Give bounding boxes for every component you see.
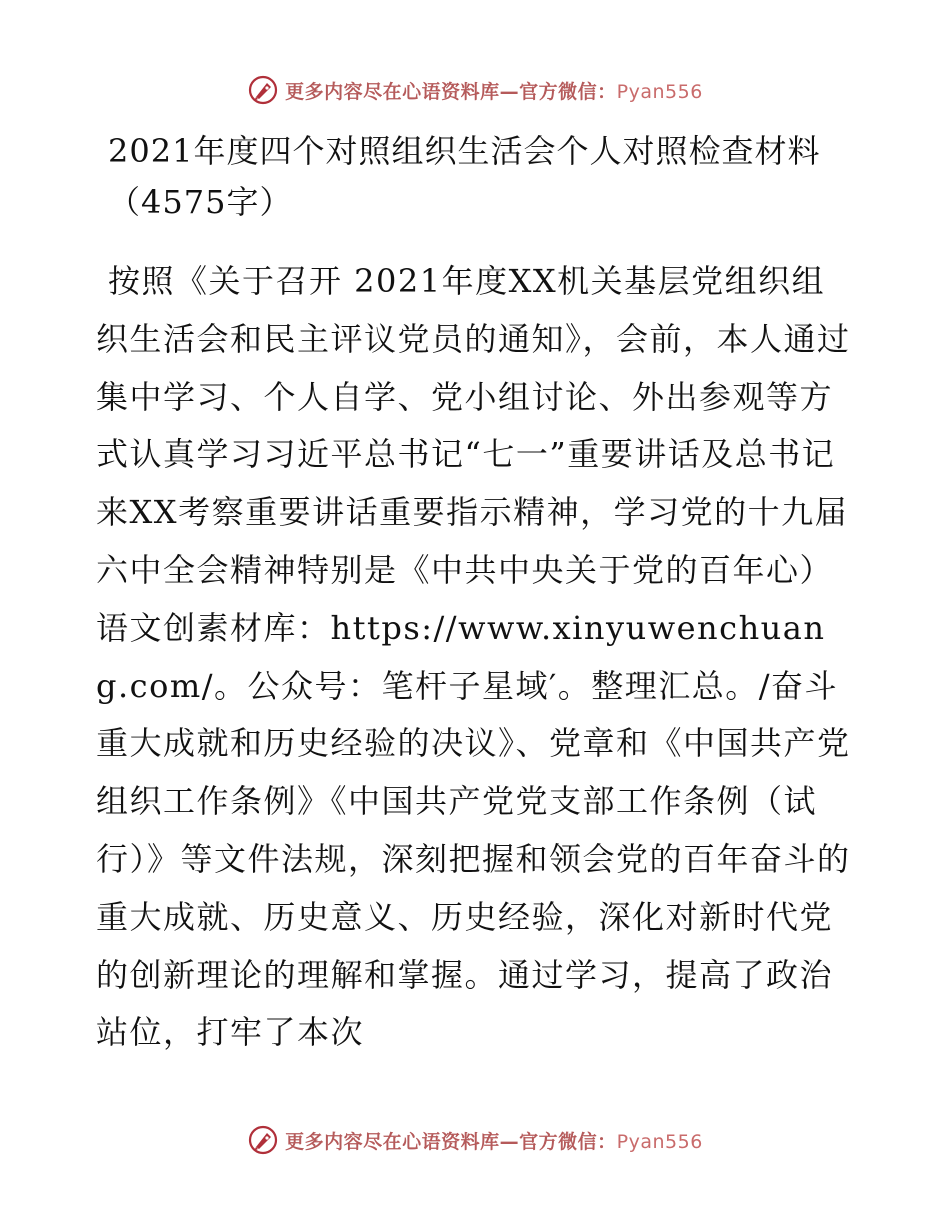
pen-nib-logo-icon: [247, 74, 279, 106]
footer-banner-text: 更多内容尽在心语资料库—官方微信：: [285, 1130, 617, 1153]
header-wechat-id: Pyan556: [616, 80, 703, 103]
header-banner-text: 更多内容尽在心语资料库—官方微信：: [285, 80, 617, 103]
document-body-text: 按照《关于召开 2021年度XX机关基层党组织组织生活会和民主评议党员的通知》，会前，本人通过集中学习、个人自学、党小组讨论、外出参观等方式认真学习习近平总书记“七一”重要讲话及总书记来XX考察重要讲话重要指示精神，学习党的十九届六中全会精神特别是《中共中央关于党的百年心）语文创素材库：https://www.xinyuwenchuang.com/。公众号：笔杆子星域′。整理汇总。/奋斗重大成就和历史经验的决议》、党章和《中国共产党组织工作条例》《中国共产党党支部工作条例（试行）》等文件法规，深刻把握和领会党的百年奋斗的重大成就、历史意义、历史经验，深化对新时代党的创新理论的理解和掌握。通过学习，提高了政治站位，打牢了本次: [96, 262, 851, 1052]
document-body-paragraph: [96, 253, 856, 1062]
pen-nib-logo-icon: [247, 1124, 279, 1156]
header-watermark-banner: [0, 70, 950, 110]
document-title: 2021年度四个对照组织生活会个人对照检查材料（4575字）: [108, 132, 821, 221]
footer-wechat-id: Pyan556: [616, 1130, 703, 1153]
footer-watermark-banner: [0, 1120, 950, 1160]
